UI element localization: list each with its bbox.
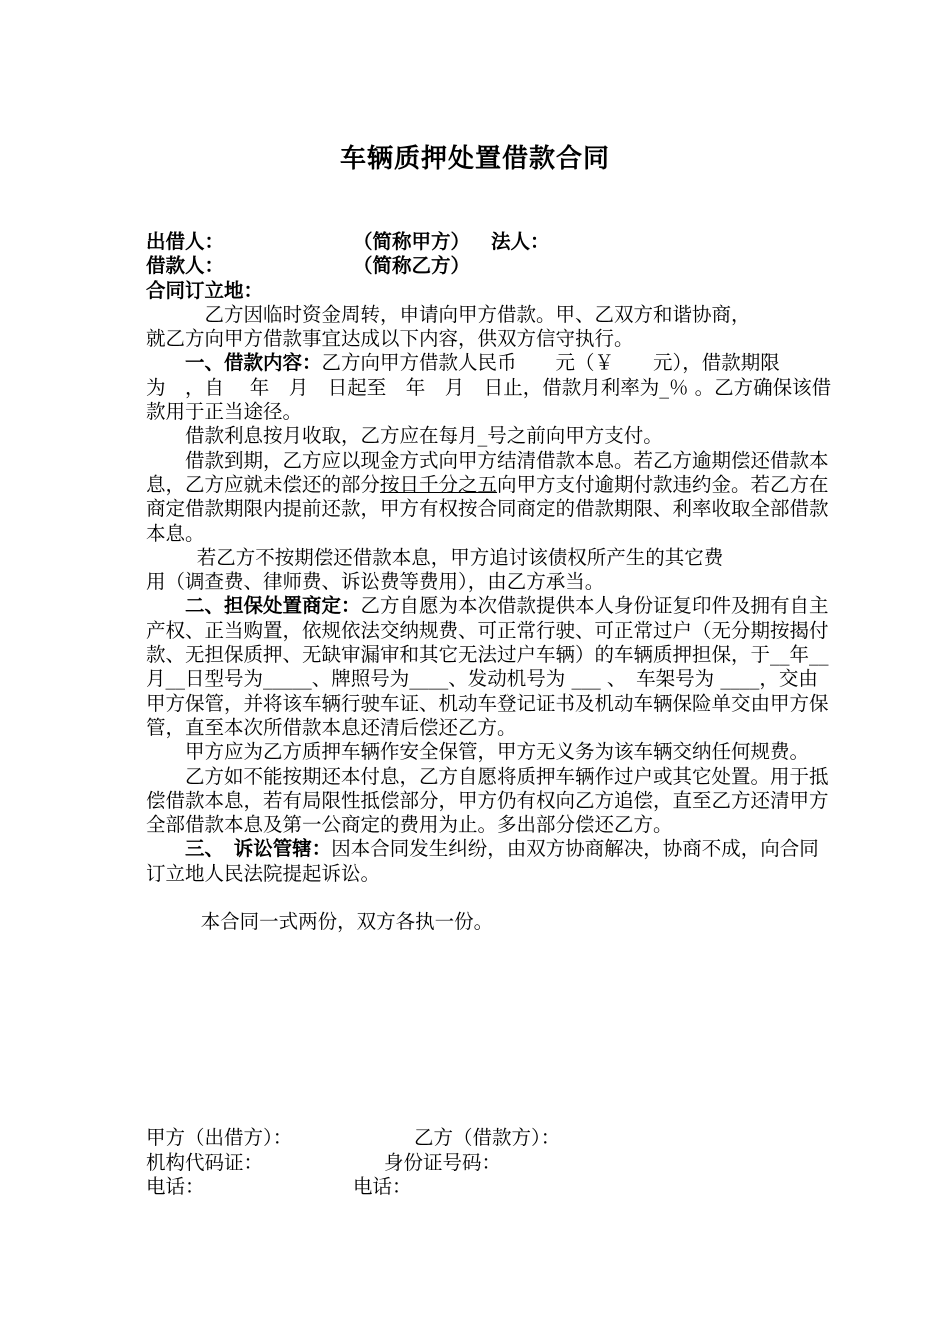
closing-statement: 本合同一式两份，双方各执一份。 [200,910,494,934]
signature-row-phones [146,1175,836,1200]
contract-place-label: 合同订立地： [146,278,264,302]
document-title: 车辆质押处置借款合同 [339,144,610,174]
party-b-label: 乙方（借款方）： [414,1126,561,1149]
signature-block [146,1126,836,1200]
contract-body [146,230,836,934]
penalty-rate: 按日千分之五 [380,472,498,496]
section1-default-b: 向甲方支付逾期付款违约金。若乙方在商定借款期限内提前还款，甲方有权按合同商定的借款期限、利率收取全部借款本息。 [146,472,829,545]
party-a-label: 甲方（出借方）： [146,1126,293,1149]
section2-custody: 甲方应为乙方质押车辆作安全保管，甲方无义务为该车辆交纳任何规费。 [185,740,810,764]
section3-heading: 三、 诉讼管辖： [185,837,332,861]
section1-loan-terms: 乙方向甲方借款人民币 元（￥ 元），借款期限为 ，自 年 月 日起至 年 月 日止，借款月利率为_％ 。乙方确保该借款用于正当途径。 [146,351,832,424]
section1-fees-line-1: 若乙方不按期偿还借款本息，甲方追讨该债权所产生的其它费 [196,545,724,569]
signature-row-ids [146,1151,836,1176]
section1-paragraph [146,351,836,424]
phone-b-label: 电话： [353,1175,412,1198]
borrower-label: 借款人： [146,254,225,278]
section1-default-a: 借款到期，乙方应以现金方式向甲方结清借款本息。若乙方逾期偿还借款本息，乙方应就未偿还的部分 [146,448,829,496]
section1-heading: 一、借款内容： [185,351,322,375]
lender-line [146,230,836,254]
section1-fees-line-2: 用（调查费、律师费、诉讼费等费用），由乙方承当。 [146,570,605,594]
borrower-short: （简称乙方） [353,254,471,278]
org-code-label: 机构代码证： [146,1150,264,1174]
legal-person-label: 法人： [491,230,550,253]
intro-line-1: 乙方因临时资金周转，申请向甲方借款。甲、乙双方和谐协商， [204,302,751,326]
borrower-line [146,254,836,278]
section2-paragraph [146,594,836,740]
section1-default-paragraph [146,449,836,546]
intro-line-2: 就乙方向甲方借款事宜达成以下内容，供双方信守执行。 [146,327,634,351]
section2-heading: 二、担保处置商定： [185,594,361,618]
section3-jurisdiction: 因本合同发生纠纷，由双方协商解决，协商不成，向合同订立地人民法院提起诉讼。 [146,837,819,885]
signature-row-parties [146,1126,836,1151]
section2-disposal: 乙方如不能按期还本付息，乙方自愿将质押车辆作过户或其它处置。用于抵偿借款本息，若有局限性抵偿部分，甲方仍有权向乙方追偿，直至乙方还清甲方全部借款本息及第一公商定的费用为止。多出部分偿还乙方。 [146,764,829,837]
phone-a-label: 电话： [146,1175,205,1198]
id-number-label: 身份证号码： [384,1150,502,1174]
lender-label: 出借人： [146,230,225,253]
section1-interest: 借款利息按月收取，乙方应在每月_号之前向甲方支付。 [185,424,663,448]
section2-collateral: 乙方自愿为本次借款提供本人身份证复印件及拥有自主产权、正当购置，依规依法交纳规费、可正常行驶、可正常过户（无分期按揭付款、无担保质押、无缺审漏审和其它无法过户车辆）的车辆质押担保，于__年__月__日型号为_____、牌照号为____、发动机号为 ___ 、 车架号为 ____，交由甲方保管，并将该车辆行驶车证、机动车登记证书及机动车辆保险单交由甲方保管，直至本次所借款本息还清后偿还乙方。 [146,594,829,739]
section3-paragraph [146,837,836,886]
lender-short: （简称甲方） [353,230,471,253]
